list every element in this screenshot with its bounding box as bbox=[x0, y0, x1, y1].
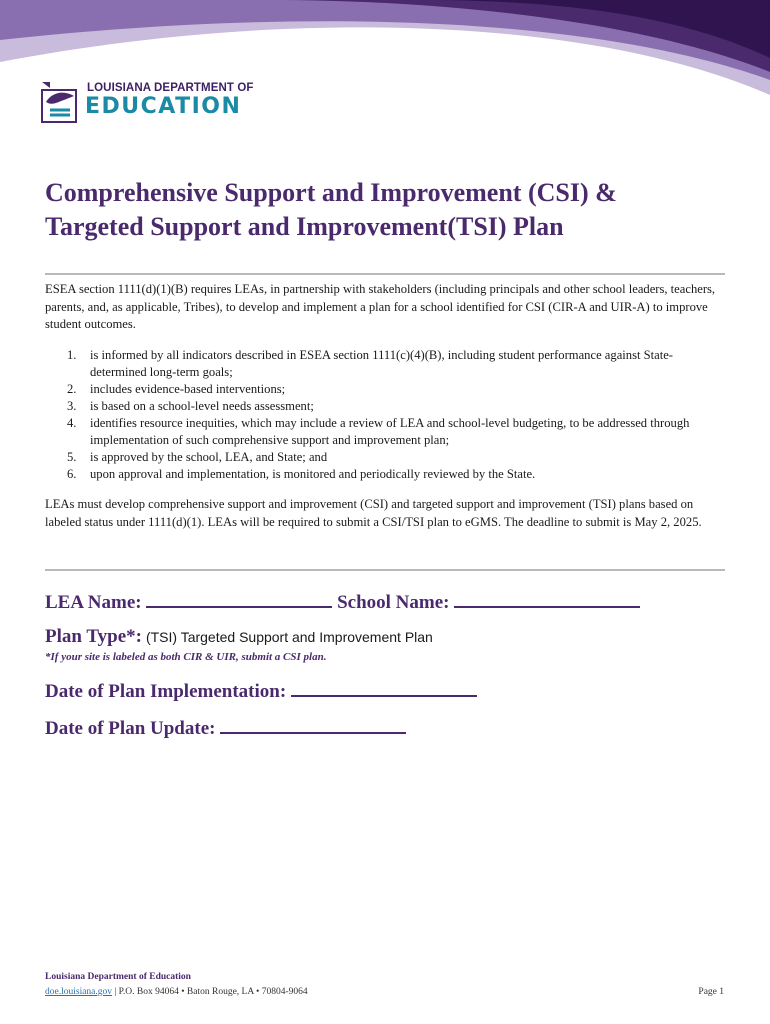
plan-type-row bbox=[45, 626, 433, 648]
divider-top bbox=[45, 273, 725, 275]
footer-org: Louisiana Department of Education bbox=[45, 972, 191, 982]
update-date-row bbox=[45, 716, 406, 740]
school-name-label: School Name: bbox=[337, 592, 450, 613]
update-date-label: Date of Plan Update: bbox=[45, 718, 216, 739]
plan-type-note: *If your site is labeled as both CIR & UIR, submit a CSI plan. bbox=[45, 651, 327, 663]
footer-address: | P.O. Box 94064 • Baton Rouge, LA • 70804-9064 bbox=[112, 987, 308, 997]
lea-name-field[interactable] bbox=[146, 590, 332, 608]
plan-type-value[interactable]: (TSI) Targeted Support and Improvement Plan bbox=[145, 629, 433, 645]
plan-type-label: Plan Type*: bbox=[45, 626, 142, 647]
intro-paragraph: ESEA section 1111(d)(1)(B) requires LEAs, in partnership with stakeholders (including principals and other school leaders, teachers, parents, and, as applicable, Tribes), to develop and implement a plan for a school identified for CSI (CIR-A and UIR-A) to improve student outcomes. bbox=[45, 282, 716, 331]
implementation-date-field[interactable] bbox=[291, 679, 477, 697]
logo-text-main: EDUCATION bbox=[85, 94, 242, 119]
lea-name-label: LEA Name: bbox=[45, 592, 142, 613]
list-item: 5. is approved by the school, LEA, and State; and bbox=[67, 450, 328, 464]
pelican-icon bbox=[40, 80, 82, 124]
list-item: 2. includes evidence-based interventions; bbox=[67, 382, 286, 396]
page-number: Page 1 bbox=[698, 987, 724, 997]
page-title bbox=[45, 176, 725, 244]
requirements-list bbox=[45, 347, 715, 483]
update-date-field[interactable] bbox=[220, 716, 406, 734]
title-line-2: Targeted Support and Improvement(TSI) Plan bbox=[45, 212, 564, 241]
lde-logo bbox=[40, 80, 260, 126]
title-line-1: Comprehensive Support and Improvement (CSI) & bbox=[45, 178, 617, 207]
lea-school-row bbox=[45, 590, 640, 614]
footer-contact bbox=[45, 987, 308, 997]
divider-bottom bbox=[45, 569, 725, 571]
logo-text-top: LOUISIANA DEPARTMENT OF bbox=[87, 82, 254, 94]
list-item: 6. upon approval and implementation, is monitored and periodically reviewed by the State. bbox=[67, 467, 536, 481]
list-item: 4. identifies resource inequities, which may include a review of LEA and school-level budgeting, to be addressed through implementation of such comprehensive support and improvement plan; bbox=[67, 416, 690, 447]
list-item: 3. is based on a school-level needs assessment; bbox=[67, 399, 314, 413]
website-link[interactable]: doe.louisiana.gov bbox=[45, 987, 113, 997]
implementation-date-row bbox=[45, 679, 477, 703]
school-name-field[interactable] bbox=[454, 590, 640, 608]
outro-paragraph: LEAs must develop comprehensive support and improvement (CSI) and targeted support and improvement (TSI) plans based on labeled status under 1111(d)(1). LEAs will be required to submit a CSI/TSI plan to eGMS. The deadline to submit is May 2, 2025. bbox=[45, 497, 702, 529]
implementation-date-label: Date of Plan Implementation: bbox=[45, 681, 287, 702]
list-item: 1. is informed by all indicators described in ESEA section 1111(c)(4)(B), including student performance against State-determined long-term goals; bbox=[67, 348, 674, 379]
